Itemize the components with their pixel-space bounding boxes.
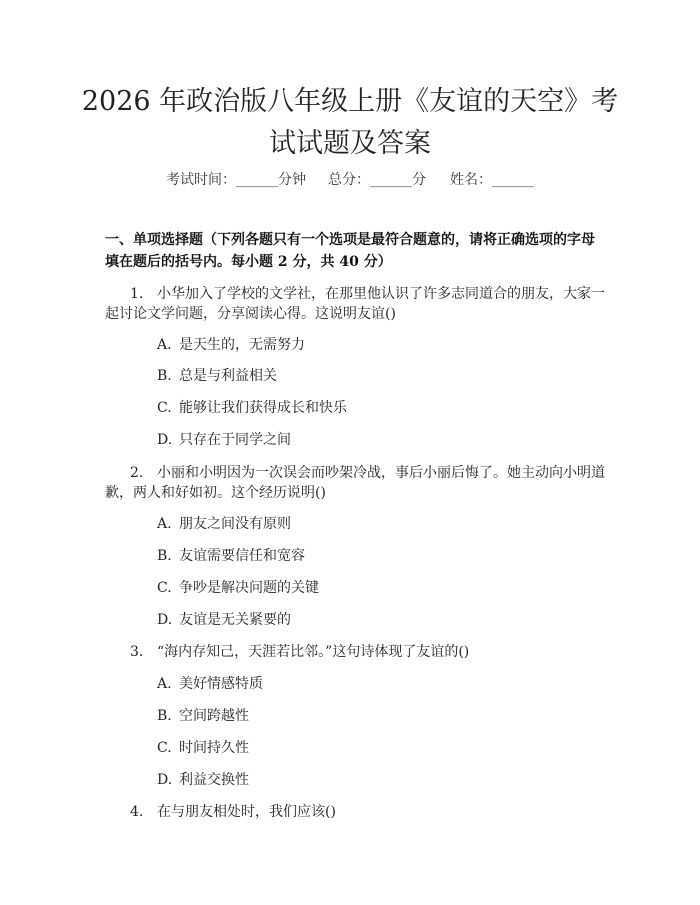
option-letter: A. bbox=[157, 516, 172, 532]
option-text: 总是与利益相关 bbox=[179, 368, 277, 384]
student-name-field: 姓名：______ bbox=[450, 172, 534, 188]
question-1-number: 1. bbox=[130, 286, 144, 302]
question-2-text-line-2: 歉，两人和好如初。这个经历说明() bbox=[105, 485, 326, 501]
option-letter: C. bbox=[157, 400, 172, 416]
option-letter: C. bbox=[157, 740, 172, 756]
question-1-option-a bbox=[157, 333, 305, 357]
option-text: 朋友之间没有原则 bbox=[179, 516, 291, 532]
question-1-option-b bbox=[157, 364, 277, 388]
exam-time-field: 考试时间：______分钟 bbox=[166, 172, 306, 188]
option-letter: D. bbox=[157, 432, 173, 448]
question-3-option-c bbox=[157, 736, 249, 760]
option-text: 利益交换性 bbox=[179, 772, 249, 788]
question-4-text-line-1: 在与朋友相处时，我们应该() bbox=[157, 804, 336, 820]
question-2-option-b bbox=[157, 544, 305, 568]
question-2-option-c bbox=[157, 576, 319, 600]
question-3-text-line-1: “海内存知己，天涯若比邻。”这句诗体现了友谊的() bbox=[157, 644, 470, 660]
option-text: 时间持久性 bbox=[179, 740, 249, 756]
option-letter: C. bbox=[157, 580, 172, 596]
option-text: 空间跨越性 bbox=[179, 708, 249, 724]
option-text: 美好情感特质 bbox=[179, 676, 263, 692]
question-1-text-line-1: 小华加入了学校的文学社，在那里他认识了许多志同道合的朋友，大家一 bbox=[157, 286, 605, 302]
question-3-option-a bbox=[157, 672, 263, 696]
question-2-option-a bbox=[157, 512, 291, 536]
option-text: 是天生的，无需努力 bbox=[179, 337, 305, 353]
option-letter: D. bbox=[157, 772, 173, 788]
question-3-option-b bbox=[157, 704, 249, 728]
question-1-option-d bbox=[157, 428, 291, 452]
option-text: 只存在于同学之间 bbox=[179, 432, 291, 448]
exam-title-line-2: 试试题及答案 bbox=[269, 128, 431, 159]
option-text: 友谊需要信任和宽容 bbox=[179, 548, 305, 564]
option-letter: B. bbox=[157, 368, 172, 384]
section-heading-line-1: 一、单项选择题（下列各题只有一个选项是最符合题意的，请将正确选项的字母 bbox=[105, 232, 595, 248]
exam-title-line-1: 2026 年政治版八年级上册《友谊的天空》考 bbox=[81, 86, 619, 117]
question-3-number: 3. bbox=[130, 644, 144, 660]
section-heading-line-2: 填在题后的括号内。每小题 2 分，共 40 分） bbox=[105, 254, 392, 270]
question-3-option-d bbox=[157, 768, 249, 792]
question-2-text-line-1: 小丽和小明因为一次误会而吵架冷战，事后小丽后悔了。她主动向小明道 bbox=[157, 465, 605, 481]
exam-meta-row bbox=[0, 169, 700, 189]
option-text: 友谊是无关紧要的 bbox=[179, 612, 291, 628]
question-4-number: 4. bbox=[130, 804, 144, 820]
option-letter: A. bbox=[157, 337, 172, 353]
option-text: 争吵是解决问题的关键 bbox=[179, 580, 319, 596]
question-2-number: 2. bbox=[130, 465, 144, 481]
total-score-field: 总分：______分 bbox=[328, 172, 426, 188]
question-2-option-d bbox=[157, 608, 291, 632]
option-text: 能够让我们获得成长和快乐 bbox=[179, 400, 347, 416]
option-letter: A. bbox=[157, 676, 172, 692]
option-letter: B. bbox=[157, 548, 172, 564]
question-1-text-line-2: 起讨论文学问题，分享阅读心得。这说明友谊() bbox=[105, 306, 396, 322]
option-letter: D. bbox=[157, 612, 173, 628]
question-1-option-c bbox=[157, 396, 347, 420]
option-letter: B. bbox=[157, 708, 172, 724]
